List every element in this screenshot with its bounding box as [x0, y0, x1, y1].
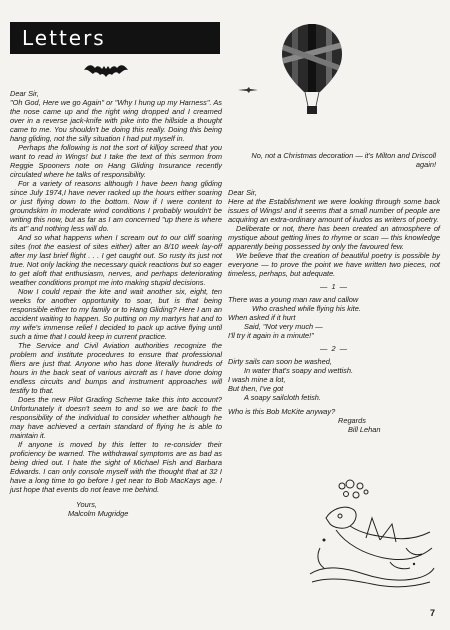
letter-greeting: Dear Sir, [10, 89, 39, 98]
poem-two [228, 357, 440, 402]
poem-line: Said, "Not very much — [244, 322, 323, 331]
letter-paragraph: Now I could repair the kite and wait another six, eight, ten weeks for another opportunity to soar, but is that being responsible either to my family or to Hang Gliding? Here I am an accident waiting to happen. So putting on my martyrs hat and to my wife's immense relief I decided to pack up active flying until such a time that I could keep in current practice. [10, 287, 222, 341]
bat-ornament-icon [82, 60, 130, 80]
poem-line: In water that's soapy and wettish. [244, 366, 354, 375]
cartoon-illustration [306, 478, 436, 592]
letter-paragraph: If anyone is moved by this letter to re-consider their proficiency be warned. The withdrawal symptoms are as bad as being dried out. I hate the sight of Michael Fish and Barbara Edwards. I can only console myself with the thought that at 32 I have a long time to go before I get near to Bob MacKays age. I just hope that events do not leave me behind. [10, 440, 222, 494]
glider-silhouette-icon [237, 86, 259, 94]
letters-header [10, 22, 220, 54]
letter-paragraph: The Service and Civil Aviation authorities recognize the problem and institute procedures to ensure that professional fliers are just that. Anyone who has done literally hundreds of hours in the back seat of various aircraft as I have done doing endless circuits and bumps and instrument approaches will testify to that. [10, 341, 222, 395]
section-title: Letters [22, 26, 106, 50]
letter-closing: Yours, [76, 500, 97, 509]
letter-question: Who is this Bob McKite anyway? [228, 407, 336, 416]
poem-line: There was a young man raw and callow [228, 295, 359, 304]
photo-caption: No, not a Christmas decoration — it's Milton and Driscoll again! [251, 151, 436, 170]
letter-paragraph: And so what happens when I scream out to our cliff soaring sites (not the easiest of sites either) after an 8/10 week lay-off after my last brief flight . . . I get caught out. So rusty its just not true. Not only lacking the necessary quick reactions but so eager to get aloft that enthusiasm, nerves, and perhaps deteriorating weather conditions prompt me into making stupid decisions. [10, 233, 222, 287]
poem-line: When asked if it hurt [228, 313, 296, 322]
poem-line: I'll try it again in a minute!" [228, 331, 314, 340]
letter-paragraph: "Oh God, Here we go Again" or "Why I hung up my Harness". As the nose came up and the right wing dropped and I creamed over in a reverse jack-knife with pike into the hillside a thought came to me. You shouldn't be doing this really. Doing this being hang gliding, not the silly situation I had put myself in. [10, 98, 222, 143]
letter-paragraph: Here at the Establishment we were looking through some back issues of Wings! and it seems that a small number of people are acquiring an extra-ordinary amount of kudos as writers of poetry. [228, 197, 440, 224]
poem-number: — 2 — [320, 344, 348, 353]
letter-paragraph: For a variety of reasons although I have been hang gliding since July 1974,I have never racked up the hours either soaring or just flying down to the bottom. Now if I were content to groundskim in moderate wind conditions I probably wouldn't be writing this now, but as far as I am concerned "up there is where its at" and nothing less will do. [10, 179, 222, 233]
poem-line: I wash mine a lot, [228, 375, 286, 384]
letter-paragraph: Does the new Pilot Grading Scheme take this into account? Unfortunately it doesn't seem to and so we are back to the responsibility of the individual to consider whether although he may have achieved a certain standard of flying he is able to maintain it. [10, 395, 222, 440]
letter-mugridge [10, 89, 222, 518]
hot-air-balloon-illustration [278, 22, 346, 122]
letter-signature: Malcolm Mugridge [68, 509, 129, 518]
letter-closing: Regards [338, 416, 366, 425]
letter-paragraph: Perhaps the following is not the sort of killjoy screed that you want to read in Wings! but I take the text of this sermon from Reggie Spooners note on Hang Gliding Insurance recently circulated where he talks of responsibility. [10, 143, 222, 179]
poem-line: A soapy sailcloth fetish. [244, 393, 321, 402]
poem-one [228, 295, 440, 340]
letter-paragraph: We believe that the creation of beautiful poetry is possible by everyone — to prove the point we have written two pieces, not timeless, perhaps, but adequate. [228, 251, 440, 278]
poem-line: Who crashed while flying his kite. [252, 304, 361, 313]
poem-line: Dirty sails can soon be washed, [228, 357, 332, 366]
letter-signature: Bill Lehan [348, 425, 381, 434]
letter-paragraph: Deliberate or not, there has been created an atmosphere of mystique about getting lines to rhyme or scan — this knowledge apparently being possessed by only the favoured few. [228, 224, 440, 251]
page-number: 7 [430, 608, 436, 618]
letter-greeting: Dear Sir, [228, 188, 257, 197]
poem-number: — 1 — [320, 282, 348, 291]
poem-line: But then, I've got [228, 384, 284, 393]
letter-lehan [228, 188, 440, 434]
